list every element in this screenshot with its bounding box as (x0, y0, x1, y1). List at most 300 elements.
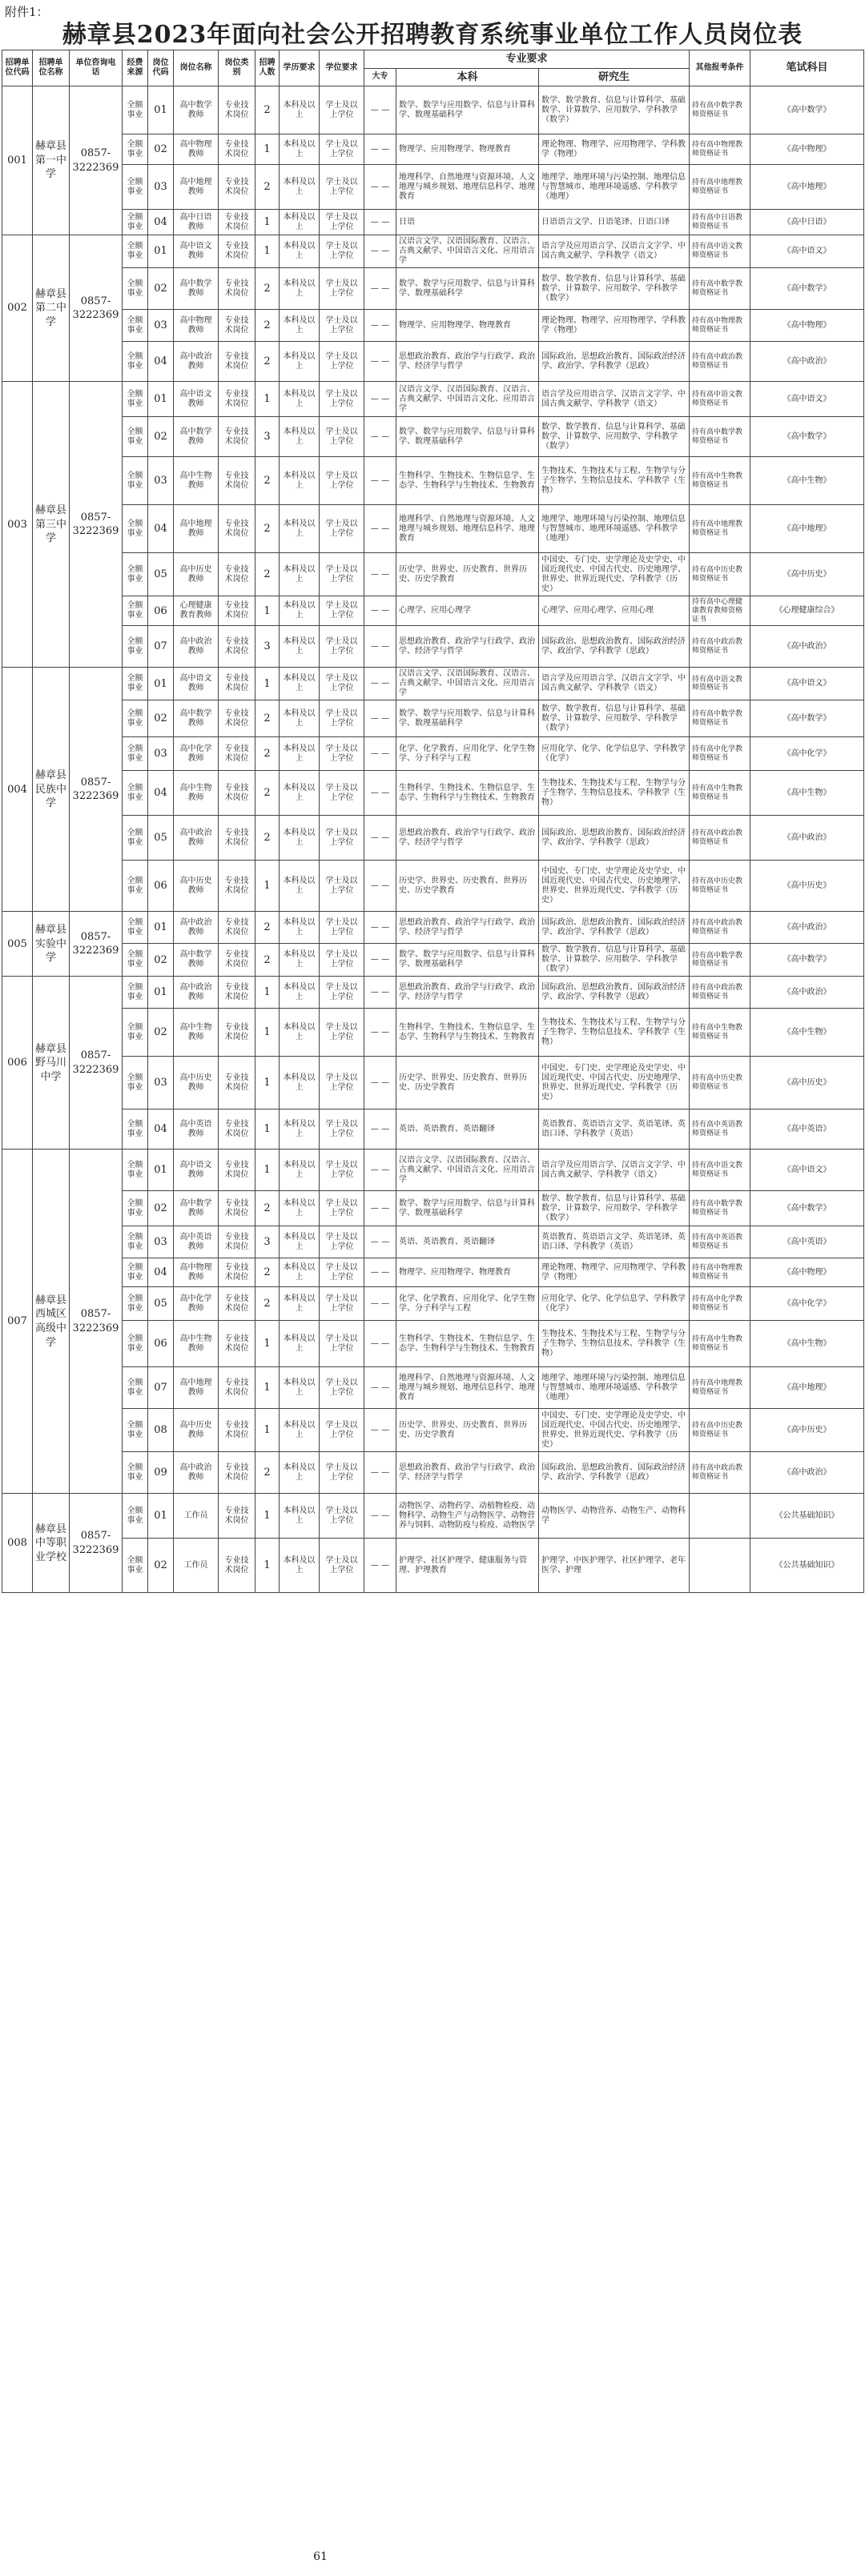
funding-cell: 全额事业 (123, 210, 148, 235)
dazhuan-cell: — — (364, 134, 396, 165)
yanjiusheng-major-cell: 护理学、中医护理学、社区护理学、老年医学、护理 (539, 1539, 690, 1593)
education-cell: 本科及以上 (280, 1258, 320, 1287)
post-code-cell: 01 (148, 1150, 174, 1191)
education-cell: 本科及以上 (280, 310, 320, 342)
exam-subject-cell: 《高中政治》 (750, 816, 864, 861)
post-name-cell: 心理健康教育教师 (174, 596, 219, 626)
benke-major-cell: 思想政治教育、政治学与行政学、政治学、经济学与哲学 (396, 1452, 539, 1494)
funding-cell: 全额事业 (123, 1109, 148, 1150)
other-condition-cell: 持有高中政治教师资格证书 (690, 912, 750, 944)
count-cell: 1 (255, 1494, 280, 1539)
recruitment-table-wrap (2, 50, 863, 1593)
count-cell: 1 (255, 1321, 280, 1367)
funding-cell: 全额事业 (123, 1191, 148, 1226)
unit-phone-cell: 0857-3222369 (70, 382, 123, 668)
education-cell: 本科及以上 (280, 1109, 320, 1150)
table-row (2, 268, 864, 310)
count-cell: 2 (255, 553, 280, 596)
other-condition-cell: 持有高中物理教师资格证书 (690, 310, 750, 342)
benke-major-cell: 历史学、世界史、历史教育、世界历史、历史学教育 (396, 861, 539, 912)
count-cell: 1 (255, 134, 280, 165)
post-name-cell: 高中政治教师 (174, 816, 219, 861)
degree-cell: 学士及以上学位 (320, 235, 364, 268)
post-type-cell: 专业技术岗位 (219, 1321, 255, 1367)
funding-cell: 全额事业 (123, 86, 148, 134)
table-row (2, 596, 864, 626)
education-cell: 本科及以上 (280, 1452, 320, 1494)
post-code-cell: 06 (148, 1321, 174, 1367)
unit-code-cell: 008 (2, 1494, 33, 1593)
post-type-cell: 专业技术岗位 (219, 1367, 255, 1409)
other-condition-cell: 持有高中数学教师资格证书 (690, 86, 750, 134)
post-name-cell: 高中政治教师 (174, 977, 219, 1009)
count-cell: 1 (255, 1109, 280, 1150)
dazhuan-cell: — — (364, 944, 396, 977)
table-row (2, 1321, 864, 1367)
table-row (2, 417, 864, 457)
benke-major-cell: 数学、数学与应用数学、信息与计算科学、数理基础科学 (396, 86, 539, 134)
dazhuan-cell: — — (364, 457, 396, 505)
yanjiusheng-major-cell: 数学、数学教育、信息与计算科学、基础数学、计算数学、应用数学、学科教学（数学） (539, 86, 690, 134)
other-condition-cell (690, 1494, 750, 1539)
dazhuan-cell: — — (364, 1452, 396, 1494)
benke-major-cell: 汉语言文学、汉语国际教育、汉语言、古典文献学、中国语言文化、应用语言学 (396, 382, 539, 417)
exam-subject-cell: 《高中物理》 (750, 310, 864, 342)
benke-major-cell: 思想政治教育、政治学与行政学、政治学、经济学与哲学 (396, 626, 539, 668)
dazhuan-cell: — — (364, 861, 396, 912)
other-condition-cell: 持有高中政治教师资格证书 (690, 977, 750, 1009)
count-cell: 1 (255, 1009, 280, 1057)
education-cell: 本科及以上 (280, 505, 320, 553)
post-type-cell: 专业技术岗位 (219, 771, 255, 816)
education-cell: 本科及以上 (280, 737, 320, 771)
post-type-cell: 专业技术岗位 (219, 596, 255, 626)
header-phone: 单位咨询电话 (70, 50, 123, 86)
dazhuan-cell: — — (364, 816, 396, 861)
exam-subject-cell: 《心理健康综合》 (750, 596, 864, 626)
education-cell: 本科及以上 (280, 944, 320, 977)
post-type-cell: 专业技术岗位 (219, 1452, 255, 1494)
funding-cell: 全额事业 (123, 1258, 148, 1287)
post-name-cell: 高中数学教师 (174, 944, 219, 977)
post-type-cell: 专业技术岗位 (219, 457, 255, 505)
exam-subject-cell: 《高中生物》 (750, 1321, 864, 1367)
other-condition-cell: 持有高中地理教师资格证书 (690, 505, 750, 553)
other-condition-cell: 持有高中日语教师资格证书 (690, 210, 750, 235)
count-cell: 2 (255, 165, 280, 210)
other-condition-cell: 持有高中历史教师资格证书 (690, 1409, 750, 1452)
yanjiusheng-major-cell: 国际政治、思想政治教育、国际政治经济学、政治学、学科教学（思政） (539, 626, 690, 668)
post-code-cell: 05 (148, 816, 174, 861)
education-cell: 本科及以上 (280, 1494, 320, 1539)
post-code-cell: 05 (148, 1287, 174, 1321)
funding-cell: 全额事业 (123, 342, 148, 382)
post-code-cell: 02 (148, 417, 174, 457)
dazhuan-cell: — — (364, 626, 396, 668)
post-type-cell: 专业技术岗位 (219, 668, 255, 700)
post-type-cell: 专业技术岗位 (219, 382, 255, 417)
post-type-cell: 专业技术岗位 (219, 912, 255, 944)
post-code-cell: 03 (148, 737, 174, 771)
post-code-cell: 01 (148, 912, 174, 944)
exam-subject-cell: 《高中地理》 (750, 505, 864, 553)
funding-cell: 全额事业 (123, 1367, 148, 1409)
education-cell: 本科及以上 (280, 1191, 320, 1226)
other-condition-cell: 持有高中政治教师资格证书 (690, 626, 750, 668)
education-cell: 本科及以上 (280, 268, 320, 310)
benke-major-cell: 思想政治教育、政治学与行政学、政治学、经济学与哲学 (396, 977, 539, 1009)
unit-name-cell: 赫章县中等职业学校 (33, 1494, 70, 1593)
education-cell: 本科及以上 (280, 1226, 320, 1258)
post-name-cell: 高中化学教师 (174, 1287, 219, 1321)
dazhuan-cell: — — (364, 1539, 396, 1593)
post-name-cell: 高中生物教师 (174, 771, 219, 816)
post-name-cell: 工作员 (174, 1539, 219, 1593)
exam-subject-cell: 《高中政治》 (750, 626, 864, 668)
yanjiusheng-major-cell: 应用化学、化学、化学信息学、学科教学（化学） (539, 1287, 690, 1321)
table-row (2, 134, 864, 165)
exam-subject-cell: 《公共基础知识》 (750, 1539, 864, 1593)
post-type-cell: 专业技术岗位 (219, 1539, 255, 1593)
dazhuan-cell: — — (364, 1321, 396, 1367)
other-condition-cell: 持有高中政治教师资格证书 (690, 1452, 750, 1494)
degree-cell: 学士及以上学位 (320, 737, 364, 771)
funding-cell: 全额事业 (123, 1150, 148, 1191)
post-name-cell: 高中历史教师 (174, 1409, 219, 1452)
education-cell: 本科及以上 (280, 165, 320, 210)
post-name-cell: 高中地理教师 (174, 165, 219, 210)
degree-cell: 学士及以上学位 (320, 1367, 364, 1409)
education-cell: 本科及以上 (280, 134, 320, 165)
benke-major-cell: 历史学、世界史、历史教育、世界历史、历史学教育 (396, 1409, 539, 1452)
post-name-cell: 高中政治教师 (174, 342, 219, 382)
education-cell: 本科及以上 (280, 1287, 320, 1321)
funding-cell: 全额事业 (123, 165, 148, 210)
exam-subject-cell: 《高中生物》 (750, 1009, 864, 1057)
exam-subject-cell: 《高中政治》 (750, 1452, 864, 1494)
post-code-cell: 02 (148, 134, 174, 165)
header-unit-name: 招聘单位名称 (33, 50, 70, 86)
post-name-cell: 高中数学教师 (174, 700, 219, 737)
post-code-cell: 08 (148, 1409, 174, 1452)
education-cell: 本科及以上 (280, 1321, 320, 1367)
header-post-type: 岗位类别 (219, 50, 255, 86)
unit-phone-cell: 0857-3222369 (70, 668, 123, 912)
post-name-cell: 高中数学教师 (174, 1191, 219, 1226)
yanjiusheng-major-cell: 数学、数学教育、信息与计算科学、基础数学、计算数学、应用数学、学科教学（数学） (539, 1191, 690, 1226)
count-cell: 3 (255, 417, 280, 457)
degree-cell: 学士及以上学位 (320, 700, 364, 737)
degree-cell: 学士及以上学位 (320, 1150, 364, 1191)
yanjiusheng-major-cell: 国际政治、思想政治教育、国际政治经济学、政治学、学科教学（思政） (539, 912, 690, 944)
post-name-cell: 高中数学教师 (174, 268, 219, 310)
yanjiusheng-major-cell: 数学、数学教育、信息与计算科学、基础数学、计算数学、应用数学、学科教学（数学） (539, 700, 690, 737)
post-type-cell: 专业技术岗位 (219, 134, 255, 165)
unit-code-cell: 001 (2, 86, 33, 235)
post-type-cell: 专业技术岗位 (219, 505, 255, 553)
table-row (2, 235, 864, 268)
post-code-cell: 03 (148, 165, 174, 210)
post-code-cell: 03 (148, 1226, 174, 1258)
header-major-group: 专业要求 (364, 50, 690, 69)
unit-phone-cell: 0857-3222369 (70, 977, 123, 1150)
exam-subject-cell: 《高中数学》 (750, 1191, 864, 1226)
post-code-cell: 07 (148, 1367, 174, 1409)
other-condition-cell: 持有高中生物教师资格证书 (690, 771, 750, 816)
education-cell: 本科及以上 (280, 86, 320, 134)
table-row (2, 1057, 864, 1109)
table-row (2, 1150, 864, 1191)
other-condition-cell: 持有高中历史教师资格证书 (690, 1057, 750, 1109)
education-cell: 本科及以上 (280, 235, 320, 268)
degree-cell: 学士及以上学位 (320, 626, 364, 668)
table-row (2, 1109, 864, 1150)
unit-code-cell: 004 (2, 668, 33, 912)
other-condition-cell: 持有高中政治教师资格证书 (690, 816, 750, 861)
education-cell: 本科及以上 (280, 668, 320, 700)
table-row (2, 86, 864, 134)
table-row (2, 944, 864, 977)
post-type-cell: 专业技术岗位 (219, 235, 255, 268)
unit-code-cell: 005 (2, 912, 33, 977)
funding-cell: 全额事业 (123, 737, 148, 771)
dazhuan-cell: — — (364, 700, 396, 737)
count-cell: 2 (255, 86, 280, 134)
dazhuan-cell: — — (364, 1009, 396, 1057)
dazhuan-cell: — — (364, 912, 396, 944)
other-condition-cell: 持有高中数学教师资格证书 (690, 417, 750, 457)
degree-cell: 学士及以上学位 (320, 268, 364, 310)
exam-subject-cell: 《高中地理》 (750, 165, 864, 210)
benke-major-cell: 物理学、应用物理学、物理教育 (396, 134, 539, 165)
other-condition-cell: 持有高中语文教师资格证书 (690, 1150, 750, 1191)
post-name-cell: 工作员 (174, 1494, 219, 1539)
post-type-cell: 专业技术岗位 (219, 1494, 255, 1539)
other-condition-cell: 持有高中心理健康教育教师资格证书 (690, 596, 750, 626)
degree-cell: 学士及以上学位 (320, 944, 364, 977)
dazhuan-cell: — — (364, 1494, 396, 1539)
count-cell: 1 (255, 210, 280, 235)
post-code-cell: 03 (148, 310, 174, 342)
degree-cell: 学士及以上学位 (320, 1494, 364, 1539)
education-cell: 本科及以上 (280, 553, 320, 596)
dazhuan-cell: — — (364, 268, 396, 310)
table-row (2, 457, 864, 505)
yanjiusheng-major-cell: 国际政治、思想政治教育、国际政治经济学、政治学、学科教学（思政） (539, 816, 690, 861)
post-type-cell: 专业技术岗位 (219, 737, 255, 771)
funding-cell: 全额事业 (123, 596, 148, 626)
table-row (2, 1191, 864, 1226)
table-row (2, 816, 864, 861)
post-type-cell: 专业技术岗位 (219, 268, 255, 310)
header-funding: 经费来源 (123, 50, 148, 86)
funding-cell: 全额事业 (123, 382, 148, 417)
degree-cell: 学士及以上学位 (320, 1321, 364, 1367)
education-cell: 本科及以上 (280, 771, 320, 816)
benke-major-cell: 汉语言文学、汉语国际教育、汉语言、古典文献学、中国语言文化、应用语言学 (396, 668, 539, 700)
count-cell: 1 (255, 861, 280, 912)
exam-subject-cell: 《高中历史》 (750, 1409, 864, 1452)
header-exam: 笔试科目 (750, 50, 864, 86)
post-name-cell: 高中语文教师 (174, 382, 219, 417)
benke-major-cell: 地理科学、自然地理与资源环境、人文地理与城乡规划、地理信息科学、地理教育 (396, 505, 539, 553)
table-row (2, 861, 864, 912)
dazhuan-cell: — — (364, 596, 396, 626)
post-code-cell: 04 (148, 1258, 174, 1287)
education-cell: 本科及以上 (280, 1367, 320, 1409)
post-code-cell: 02 (148, 1009, 174, 1057)
education-cell: 本科及以上 (280, 457, 320, 505)
funding-cell: 全额事业 (123, 134, 148, 165)
post-name-cell: 高中物理教师 (174, 1258, 219, 1287)
dazhuan-cell: — — (364, 1258, 396, 1287)
yanjiusheng-major-cell: 数学、数学教育、信息与计算科学、基础数学、计算数学、应用数学、学科教学（数学） (539, 944, 690, 977)
post-code-cell: 01 (148, 977, 174, 1009)
count-cell: 1 (255, 1409, 280, 1452)
post-code-cell: 06 (148, 861, 174, 912)
dazhuan-cell: — — (364, 1191, 396, 1226)
degree-cell: 学士及以上学位 (320, 505, 364, 553)
post-name-cell: 高中英语教师 (174, 1109, 219, 1150)
yanjiusheng-major-cell: 中国史、专门史、史学理论及史学史、中国近现代史、中国古代史、历史地理学、世界史、世界近现代史、学科教学（历史） (539, 553, 690, 596)
benke-major-cell: 数学、数学与应用数学、信息与计算科学、数理基础科学 (396, 700, 539, 737)
other-condition-cell (690, 1539, 750, 1593)
post-name-cell: 高中生物教师 (174, 1009, 219, 1057)
post-code-cell: 01 (148, 668, 174, 700)
funding-cell: 全额事业 (123, 1494, 148, 1539)
yanjiusheng-major-cell: 数学、数学教育、信息与计算科学、基础数学、计算数学、应用数学、学科教学（数学） (539, 417, 690, 457)
yanjiusheng-major-cell: 国际政治、思想政治教育、国际政治经济学、政治学、学科教学（思政） (539, 977, 690, 1009)
table-row (2, 626, 864, 668)
degree-cell: 学士及以上学位 (320, 816, 364, 861)
exam-subject-cell: 《高中政治》 (750, 342, 864, 382)
post-code-cell: 09 (148, 1452, 174, 1494)
other-condition-cell: 持有高中物理教师资格证书 (690, 134, 750, 165)
count-cell: 1 (255, 977, 280, 1009)
exam-subject-cell: 《高中英语》 (750, 1226, 864, 1258)
other-condition-cell: 持有高中历史教师资格证书 (690, 861, 750, 912)
yanjiusheng-major-cell: 中国史、专门史、史学理论及史学史、中国近现代史、中国古代史、历史地理学、世界史、世界近现代史、学科教学（历史） (539, 861, 690, 912)
post-type-cell: 专业技术岗位 (219, 1226, 255, 1258)
exam-subject-cell: 《高中语文》 (750, 235, 864, 268)
education-cell: 本科及以上 (280, 596, 320, 626)
count-cell: 1 (255, 1057, 280, 1109)
count-cell: 2 (255, 505, 280, 553)
header-post-code: 岗位代码 (148, 50, 174, 86)
degree-cell: 学士及以上学位 (320, 457, 364, 505)
table-row (2, 1539, 864, 1593)
table-row (2, 737, 864, 771)
table-row (2, 771, 864, 816)
degree-cell: 学士及以上学位 (320, 210, 364, 235)
yanjiusheng-major-cell: 心理学、应用心理学、应用心理 (539, 596, 690, 626)
benke-major-cell: 生物科学、生物技术、生物信息学、生态学、生物科学与生物技术、生物教育 (396, 1321, 539, 1367)
benke-major-cell: 物理学、应用物理学、物理教育 (396, 310, 539, 342)
dazhuan-cell: — — (364, 382, 396, 417)
exam-subject-cell: 《高中化学》 (750, 1287, 864, 1321)
other-condition-cell: 持有高中地理教师资格证书 (690, 1367, 750, 1409)
post-type-cell: 专业技术岗位 (219, 1409, 255, 1452)
header-degree: 学位要求 (320, 50, 364, 86)
count-cell: 1 (255, 382, 280, 417)
funding-cell: 全额事业 (123, 310, 148, 342)
benke-major-cell: 地理科学、自然地理与资源环境、人文地理与城乡规划、地理信息科学、地理教育 (396, 1367, 539, 1409)
exam-subject-cell: 《高中化学》 (750, 737, 864, 771)
benke-major-cell: 数学、数学与应用数学、信息与计算科学、数理基础科学 (396, 417, 539, 457)
exam-subject-cell: 《高中历史》 (750, 1057, 864, 1109)
table-row (2, 310, 864, 342)
count-cell: 2 (255, 737, 280, 771)
degree-cell: 学士及以上学位 (320, 417, 364, 457)
header-count: 招聘人数 (255, 50, 280, 86)
yanjiusheng-major-cell: 语言学及应用语言学、汉语言文字学、中国古典文献学、学科教学（语文） (539, 235, 690, 268)
header-education: 学历要求 (280, 50, 320, 86)
post-type-cell: 专业技术岗位 (219, 1191, 255, 1226)
yanjiusheng-major-cell: 生物技术、生物技术与工程、生物学与分子生物学、生物信息技术、学科教学（生物） (539, 1009, 690, 1057)
benke-major-cell: 数学、数学与应用数学、信息与计算科学、数理基础科学 (396, 944, 539, 977)
post-name-cell: 高中数学教师 (174, 417, 219, 457)
post-name-cell: 高中地理教师 (174, 505, 219, 553)
table-row (2, 977, 864, 1009)
table-body (2, 86, 864, 1593)
post-name-cell: 高中生物教师 (174, 1321, 219, 1367)
other-condition-cell: 持有高中政治教师资格证书 (690, 342, 750, 382)
page-number: 61 (313, 2550, 328, 2563)
benke-major-cell: 动物医学、动物药学、动植物检疫、动物科学、动物生产与动物医学、动物营养与饲料、动物防疫与检疫、动物医学 (396, 1494, 539, 1539)
degree-cell: 学士及以上学位 (320, 1409, 364, 1452)
post-code-cell: 02 (148, 1191, 174, 1226)
funding-cell: 全额事业 (123, 816, 148, 861)
dazhuan-cell: — — (364, 1109, 396, 1150)
post-type-cell: 专业技术岗位 (219, 210, 255, 235)
unit-phone-cell: 0857-3222369 (70, 1494, 123, 1593)
exam-subject-cell: 《高中语文》 (750, 1150, 864, 1191)
education-cell: 本科及以上 (280, 382, 320, 417)
benke-major-cell: 数学、数学与应用数学、信息与计算科学、数理基础科学 (396, 268, 539, 310)
benke-major-cell: 数学、数学与应用数学、信息与计算科学、数理基础科学 (396, 1191, 539, 1226)
yanjiusheng-major-cell: 理论物理、物理学、应用物理学、学科教学（物理） (539, 310, 690, 342)
exam-subject-cell: 《高中物理》 (750, 1258, 864, 1287)
yanjiusheng-major-cell: 动物医学、动物营养、动物生产、动物科学 (539, 1494, 690, 1539)
dazhuan-cell: — — (364, 1226, 396, 1258)
count-cell: 2 (255, 816, 280, 861)
other-condition-cell: 持有高中数学教师资格证书 (690, 944, 750, 977)
education-cell: 本科及以上 (280, 1009, 320, 1057)
post-name-cell: 高中语文教师 (174, 1150, 219, 1191)
post-type-cell: 专业技术岗位 (219, 1009, 255, 1057)
unit-phone-cell: 0857-3222369 (70, 912, 123, 977)
post-type-cell: 专业技术岗位 (219, 626, 255, 668)
degree-cell: 学士及以上学位 (320, 1452, 364, 1494)
count-cell: 1 (255, 1367, 280, 1409)
dazhuan-cell: — — (364, 165, 396, 210)
exam-subject-cell: 《高中历史》 (750, 553, 864, 596)
post-name-cell: 高中数学教师 (174, 86, 219, 134)
education-cell: 本科及以上 (280, 912, 320, 944)
benke-major-cell: 地理科学、自然地理与资源环境、人文地理与城乡规划、地理信息科学、地理教育 (396, 165, 539, 210)
funding-cell: 全额事业 (123, 553, 148, 596)
table-row (2, 668, 864, 700)
yanjiusheng-major-cell: 数学、数学教育、信息与计算科学、基础数学、计算数学、应用数学、学科教学（数学） (539, 268, 690, 310)
other-condition-cell: 持有高中数学教师资格证书 (690, 268, 750, 310)
post-type-cell: 专业技术岗位 (219, 1258, 255, 1287)
post-type-cell: 专业技术岗位 (219, 342, 255, 382)
degree-cell: 学士及以上学位 (320, 134, 364, 165)
education-cell: 本科及以上 (280, 210, 320, 235)
degree-cell: 学士及以上学位 (320, 553, 364, 596)
post-code-cell: 01 (148, 86, 174, 134)
unit-name-cell: 赫章县第三中学 (33, 382, 70, 668)
